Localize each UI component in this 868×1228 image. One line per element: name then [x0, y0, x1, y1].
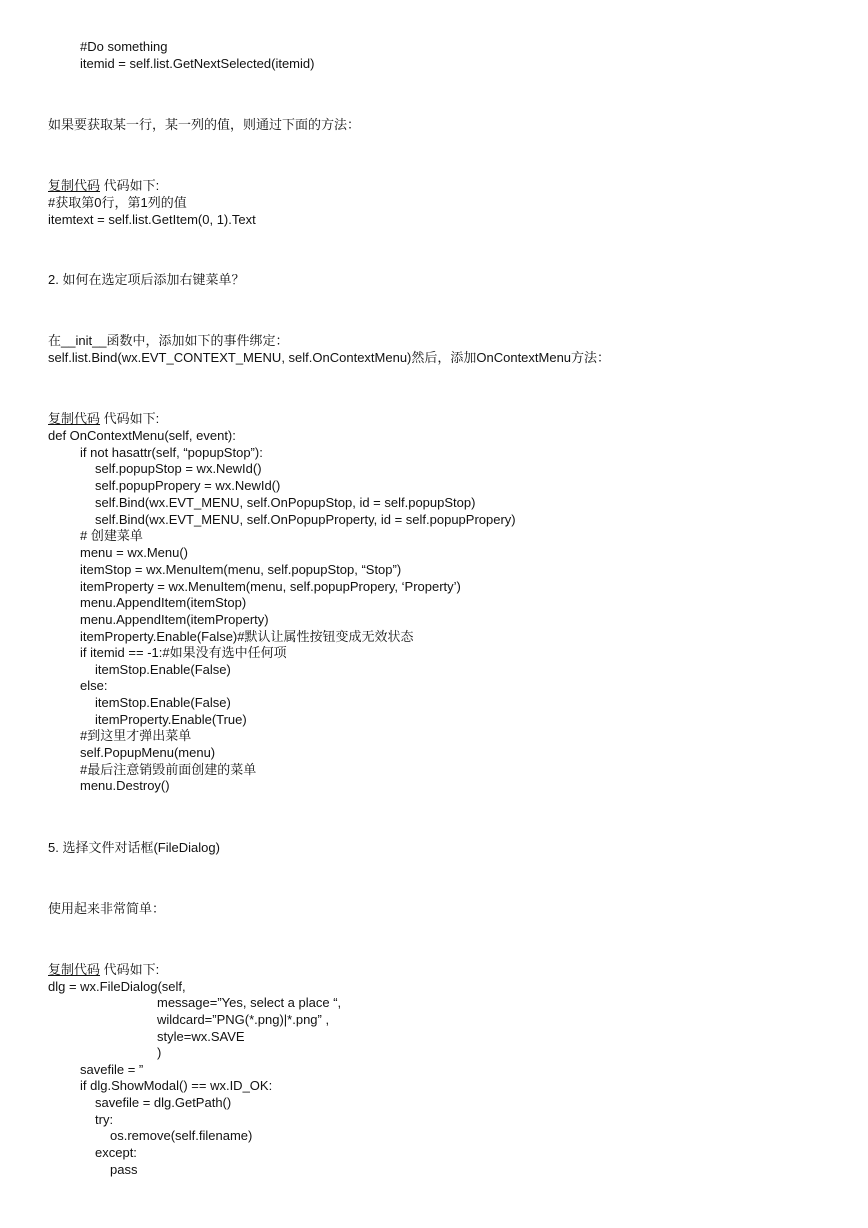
code-line: #Do something	[80, 39, 168, 54]
code-line: except:	[95, 1145, 137, 1160]
code-line: savefile = dlg.GetPath()	[95, 1095, 232, 1110]
code-line: itemStop.Enable(False)	[95, 695, 231, 710]
code-line: self.Bind(wx.EVT_MENU, self.OnPopupProperty, id = self.popupPropery)	[95, 512, 516, 527]
code-line: self.PopupMenu(menu)	[80, 745, 216, 760]
code-line: itemProperty.Enable(True)	[95, 712, 247, 727]
code-caption-text: 代码如下:	[100, 411, 160, 426]
paragraph: self.list.Bind(wx.EVT_CONTEXT_MENU, self.OnContextMenu)然后，添加OnContextMenu方法：	[48, 350, 611, 365]
code-caption	[48, 411, 159, 427]
code-line: else:	[80, 678, 108, 693]
code-line: if not hasattr(self, “popupStop”):	[80, 445, 263, 460]
code-line: style=wx.SAVE	[157, 1029, 245, 1044]
code-line: if dlg.ShowModal() == wx.ID_OK:	[80, 1078, 273, 1093]
code-line: #到这里才弹出菜单	[80, 728, 192, 743]
code-caption	[48, 178, 159, 194]
code-line: message=”Yes, select a place “,	[157, 995, 342, 1010]
code-line: )	[157, 1045, 162, 1060]
code-line: pass	[110, 1162, 138, 1177]
code-line: itemProperty.Enable(False)#默认让属性按钮变成无效状态	[80, 629, 414, 644]
code-line: #最后注意销毁前面创建的菜单	[80, 762, 257, 777]
code-line: dlg = wx.FileDialog(self,	[48, 979, 186, 994]
code-caption	[48, 962, 159, 978]
copy-code-link[interactable]: 复制代码	[48, 178, 101, 193]
paragraph: 在__init__函数中，添加如下的事件绑定：	[48, 333, 289, 348]
code-line: self.popupStop = wx.NewId()	[95, 461, 262, 476]
code-line: menu.Destroy()	[80, 778, 170, 793]
code-line: menu.AppendItem(itemProperty)	[80, 612, 269, 627]
section-heading: 2. 如何在选定项后添加右键菜单？	[48, 272, 245, 287]
code-line: # 创建菜单	[80, 528, 143, 543]
code-line: itemStop = wx.MenuItem(menu, self.popupStop, “Stop”)	[80, 562, 402, 577]
code-caption-text: 代码如下:	[100, 962, 160, 977]
code-caption-text: 代码如下:	[100, 178, 160, 193]
code-line: try:	[95, 1112, 114, 1127]
code-line: #获取第0行，第1列的值	[48, 195, 187, 210]
code-line: wildcard=”PNG(*.png)|*.png” ,	[157, 1012, 330, 1027]
code-line: self.Bind(wx.EVT_MENU, self.OnPopupStop, id = self.popupStop)	[95, 495, 476, 510]
copy-code-link[interactable]: 复制代码	[48, 411, 101, 426]
code-line: menu = wx.Menu()	[80, 545, 189, 560]
code-line: menu.AppendItem(itemStop)	[80, 595, 247, 610]
code-line: if itemid == -1:#如果没有选中任何项	[80, 645, 287, 660]
code-line: def OnContextMenu(self, event):	[48, 428, 236, 443]
code-line: itemProperty = wx.MenuItem(menu, self.popupPropery, ‘Property’)	[80, 579, 461, 594]
code-line: os.remove(self.filename)	[110, 1128, 253, 1143]
paragraph: 如果要获取某一行，某一列的值，则通过下面的方法：	[48, 117, 361, 132]
code-line: itemid = self.list.GetNextSelected(itemid)	[80, 56, 315, 71]
code-line: savefile = ”	[80, 1062, 144, 1077]
code-line: itemtext = self.list.GetItem(0, 1).Text	[48, 212, 256, 227]
copy-code-link[interactable]: 复制代码	[48, 962, 101, 977]
section-heading: 5. 选择文件对话框(FileDialog)	[48, 840, 220, 855]
code-line: self.popupPropery = wx.NewId()	[95, 478, 281, 493]
code-line: itemStop.Enable(False)	[95, 662, 231, 677]
paragraph: 使用起来非常简单：	[48, 901, 166, 916]
